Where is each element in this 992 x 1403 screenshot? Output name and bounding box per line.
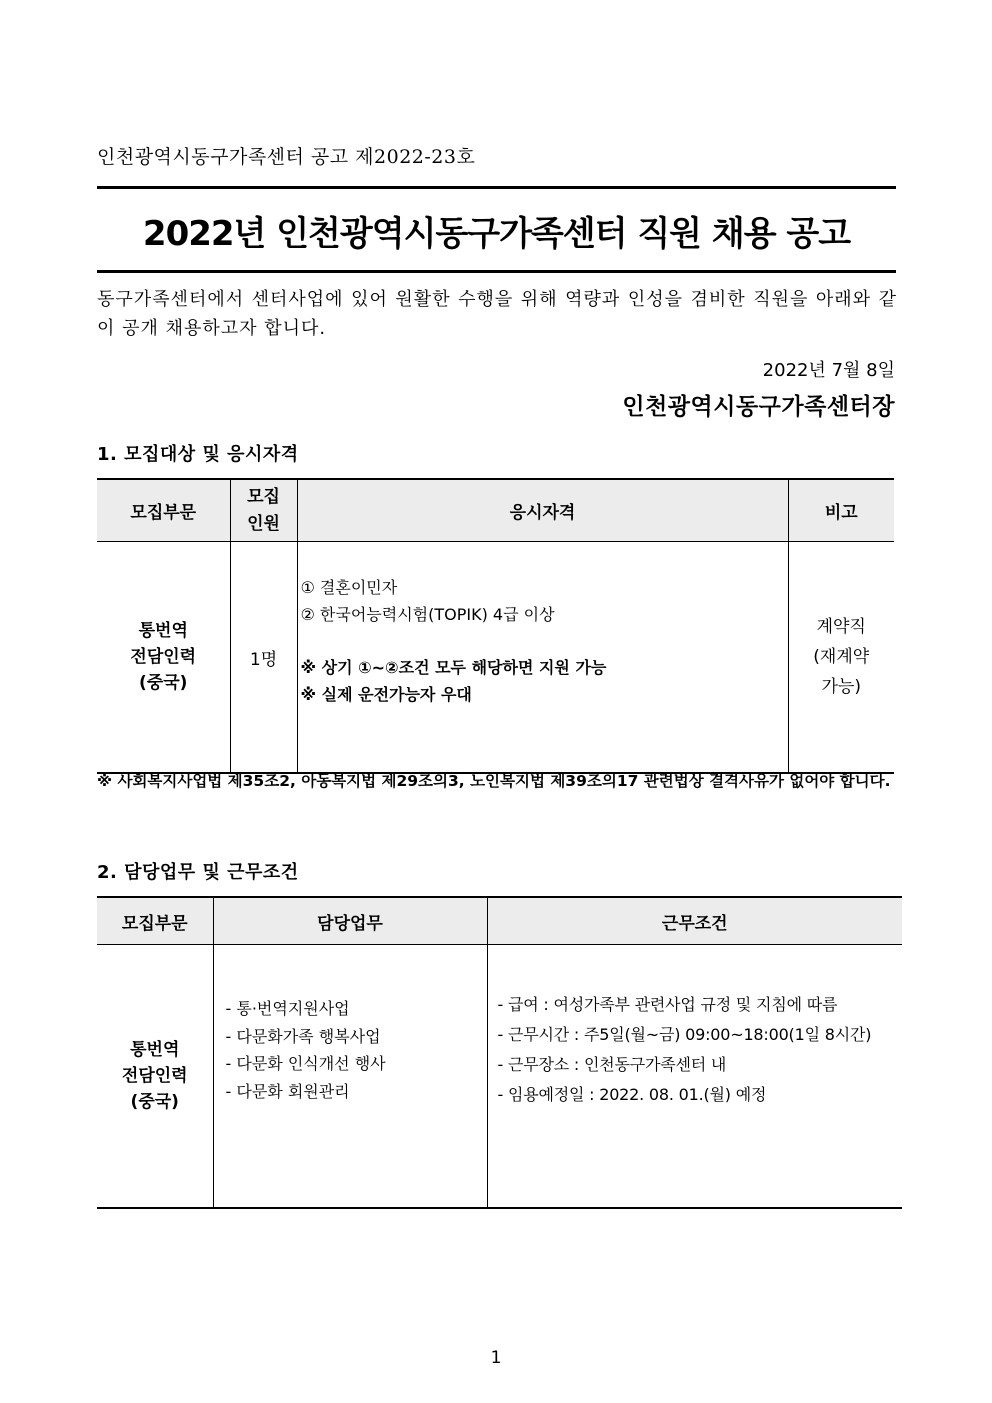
list-item: - 통·번역지원사업	[226, 995, 487, 1023]
conditions-cell	[487, 945, 902, 1209]
section1-heading: 1. 모집대상 및 응시자격	[97, 444, 299, 465]
qualification-item: ① 결혼이민자	[300, 578, 398, 597]
announcement-date: 2022년 7월 8일	[762, 360, 895, 381]
recruitment-table-header	[97, 479, 894, 542]
duties-cell	[213, 945, 487, 1209]
remarks-line3: 가능)	[821, 677, 861, 697]
dept-cell	[97, 542, 230, 774]
condition-note: ※ 실제 운전가능자 우대	[300, 685, 472, 704]
conditions-list	[498, 990, 903, 1110]
list-item: - 임용예정일 : 2022. 08. 01.(월) 예정	[498, 1080, 903, 1110]
list-item: - 다문화 인식개선 행사	[226, 1050, 487, 1078]
header-count-line2: 인원	[247, 513, 280, 534]
header-count	[230, 479, 297, 542]
list-item: - 다문화 회원관리	[226, 1078, 487, 1106]
page-number: 1	[490, 1348, 502, 1368]
intro-paragraph: 동구가족센터에서 센터사업에 있어 원활한 수행을 위해 역량과 인성을 겸비한 직원을 아래와 같이 공개 채용하고자 합니다.	[97, 289, 897, 339]
list-item: - 근무시간 : 주5일(월~금) 09:00~18:00(1일 8시간)	[498, 1020, 903, 1050]
list-item: - 다문화가족 행복사업	[226, 1023, 487, 1051]
header-count-line1: 모집	[247, 486, 280, 507]
header-qualification: 응시자격	[297, 479, 788, 542]
duties-table-header	[97, 897, 902, 945]
notice-number: 인천광역시동구가족센터 공고 제2022-23호	[97, 146, 476, 168]
header-conditions: 근무조건	[487, 897, 902, 945]
header-remarks: 비고	[788, 479, 894, 542]
dept-line2: 전담인력	[130, 647, 197, 667]
dept-line1: 통번역	[130, 1040, 180, 1060]
dept-line3: (중국)	[130, 1092, 179, 1112]
list-item: - 근무장소 : 인천동구가족센터 내	[498, 1050, 903, 1080]
issuer-name: 인천광역시동구가족센터장	[622, 394, 895, 420]
remarks-cell	[788, 542, 894, 774]
header-dept: 모집부문	[97, 479, 230, 542]
dept-line1: 통번역	[138, 621, 188, 641]
condition-note: ※ 상기 ①~②조건 모두 해당하면 지원 가능	[300, 658, 607, 677]
title-top-rule	[97, 186, 896, 189]
remarks-line1: 계약직	[816, 617, 866, 637]
recruitment-table	[97, 478, 894, 774]
duties-table	[97, 896, 902, 1209]
qualification-cell	[297, 542, 788, 774]
section2-heading: 2. 담당업무 및 근무조건	[97, 862, 299, 883]
dept-line3: (중국)	[139, 673, 188, 693]
duties-list	[226, 995, 487, 1105]
remarks-line2: (재계약	[813, 647, 870, 667]
dept-line2: 전담인력	[121, 1066, 188, 1086]
qualification-item: ② 한국어능력시험(TOPIK) 4급 이상	[300, 605, 555, 624]
count-cell: 1명	[230, 542, 297, 774]
dept-cell	[97, 945, 213, 1209]
disqualification-note: ※ 사회복지사업법 제35조2, 아동복지법 제29조의3, 노인복지법 제39조의17 관련법상 결격사유가 없어야 합니다.	[97, 772, 891, 790]
list-item: - 급여 : 여성가족부 관련사업 규정 및 지침에 따름	[498, 990, 903, 1020]
header-dept: 모집부문	[97, 897, 213, 945]
table-row	[97, 945, 902, 1209]
header-duties: 담당업무	[213, 897, 487, 945]
title-bottom-rule	[97, 270, 896, 273]
table-row	[97, 542, 894, 774]
page-title: 2022년 인천광역시동구가족센터 직원 채용 공고	[142, 214, 851, 254]
